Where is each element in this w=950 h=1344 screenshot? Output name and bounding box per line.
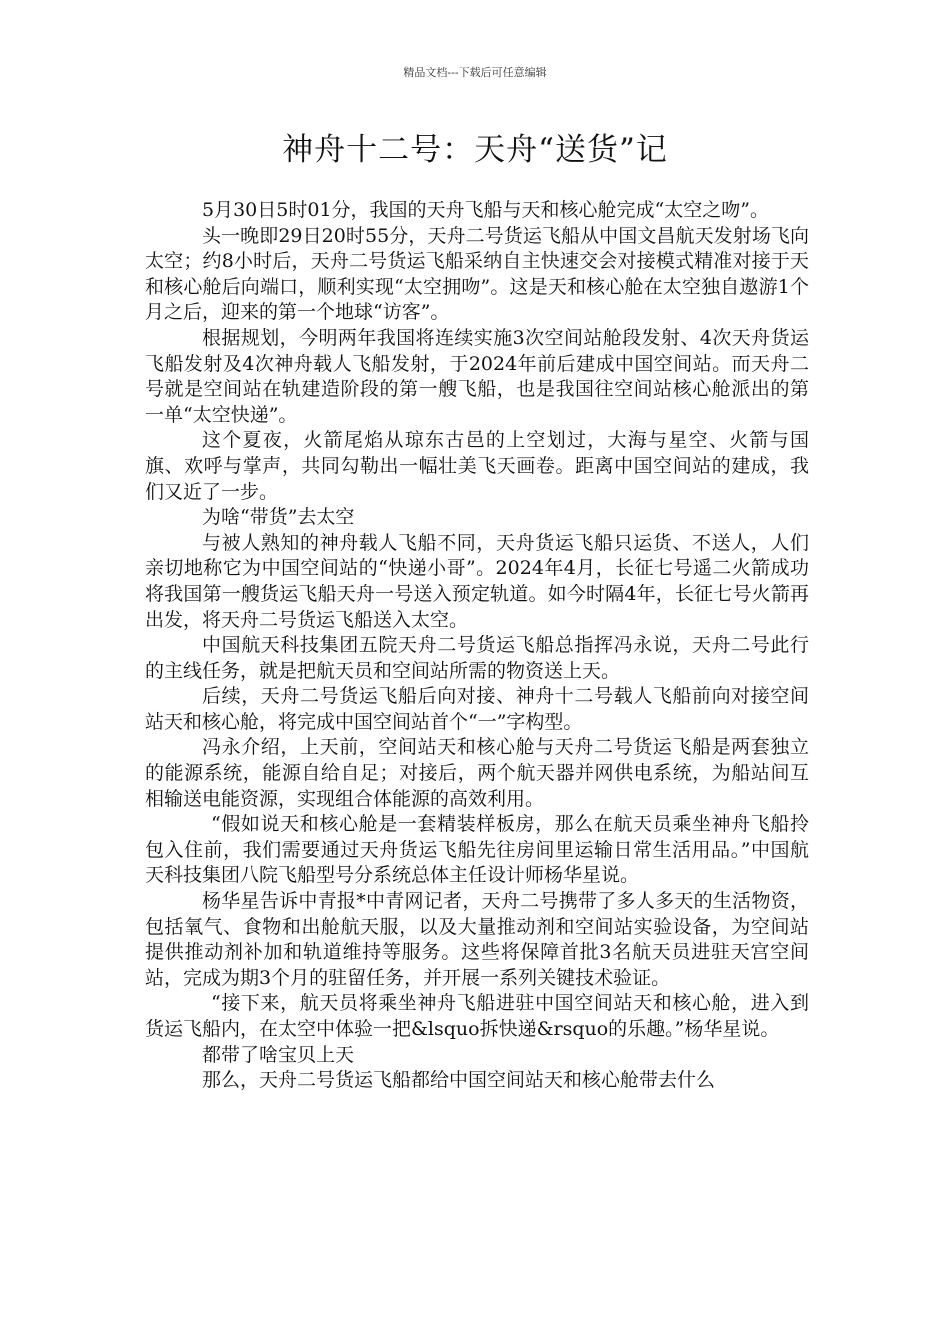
section-heading-what-treasures: 都带了啥宝贝上天 [202,1043,355,1066]
paragraph-3: 根据规划，今明两年我国将连续实施3次空间站舱段发射、4次天舟货运飞船发射及4次神舟载人飞船发射，于2024年前后建成中国空间站。而天舟二号就是空间站在轨建造阶段的第一艘飞船，也是我国往空间站核心舱派出的第一单“太空快递”。 [145,326,809,426]
header-note: 精品文档---下载后可任意编辑 [403,66,547,79]
paragraph-5: 与被人熟知的神舟载人飞船不同，天舟货运飞船只运货、不送人，人们亲切地称它为中国空间站的“快递小哥”。2024年4月，长征七号遥二火箭成功将我国第一艘货运飞船天舟一号送入预定轨道。如今时隔4年，长征七号火箭再出发，将天舟二号货运飞船送入太空。 [145,531,809,631]
paragraph-12: 那么，天舟二号货运飞船都给中国空间站天和核心舱带去什么 [202,1069,716,1092]
paragraph-7: 后续，天舟二号货运飞船后向对接、神舟十二号载人飞船前向对接空间站天和核心舱，将完成中国空间站首个“一”字构型。 [145,685,809,733]
paragraph-8: 冯永介绍，上天前，空间站天和核心舱与天舟二号货运飞船是两套独立的能源系统，能源自给自足；对接后，两个航天器并网供电系统，为船站间互相输送电能资源，实现组合体能源的高效利用。 [145,736,809,810]
paragraph-6: 中国航天科技集团五院天舟二号货运飞船总指挥冯永说，天舟二号此行的主线任务，就是把航天员和空间站所需的物资送上天。 [145,634,809,682]
section-heading-why-deliver: 为啥“带货”去太空 [202,506,355,529]
paragraph-4: 这个夏夜，火箭尾焰从琼东古邑的上空划过，大海与星空、火箭与国旗、欢呼与掌声，共同勾勒出一幅壮美飞天画卷。距离中国空间站的建成，我们又近了一步。 [145,429,809,503]
paragraph-10: 杨华星告诉中青报*中青网记者，天舟二号携带了多人多天的生活物资，包括氧气、食物和出舱航天服，以及大量推动剂和空间站实验设备，为空间站提供推动剂补加和轨道维持等服务。这些将保障首批3名航天员进驻天宫空间站，完成为期3个月的驻留任务，并开展一系列关键技术验证。 [145,890,809,989]
paragraph-11-quote: “接下来，航天员将乘坐神舟飞船进驻中国空间站天和核心舱，进入到货运飞船内，在太空中体验一把&lsquo拆快递&rsquo的乐趣。”杨华星说。 [145,992,809,1040]
paragraph-1: 5月30日5时01分，我国的天舟飞船与天和核心舱完成“太空之吻”。 [202,199,769,221]
article-body [145,198,809,1094]
paragraph-2: 头一晚即29日20时55分，天舟二号货运飞船从中国文昌航天发射场飞向太空；约8小时后，天舟二号货运飞船采纳自主快速交会对接模式精准对接于天和核心舱后向端口，顺利实现“太空拥吻”。这是天和核心舱在太空独自遨游1个月之后，迎来的第一个地球“访客”。 [145,224,809,324]
paragraph-9-quote: “假如说天和核心舱是一套精装样板房，那么在航天员乘坐神舟飞船拎包入住前，我们需要通过天舟货运飞船先往房间里运输日常生活用品。”中国航天科技集团八院飞船型号分系统总体主任设计师杨华星说。 [145,813,809,887]
document-title: 神舟十二号：天舟“送货”记 [282,132,668,168]
